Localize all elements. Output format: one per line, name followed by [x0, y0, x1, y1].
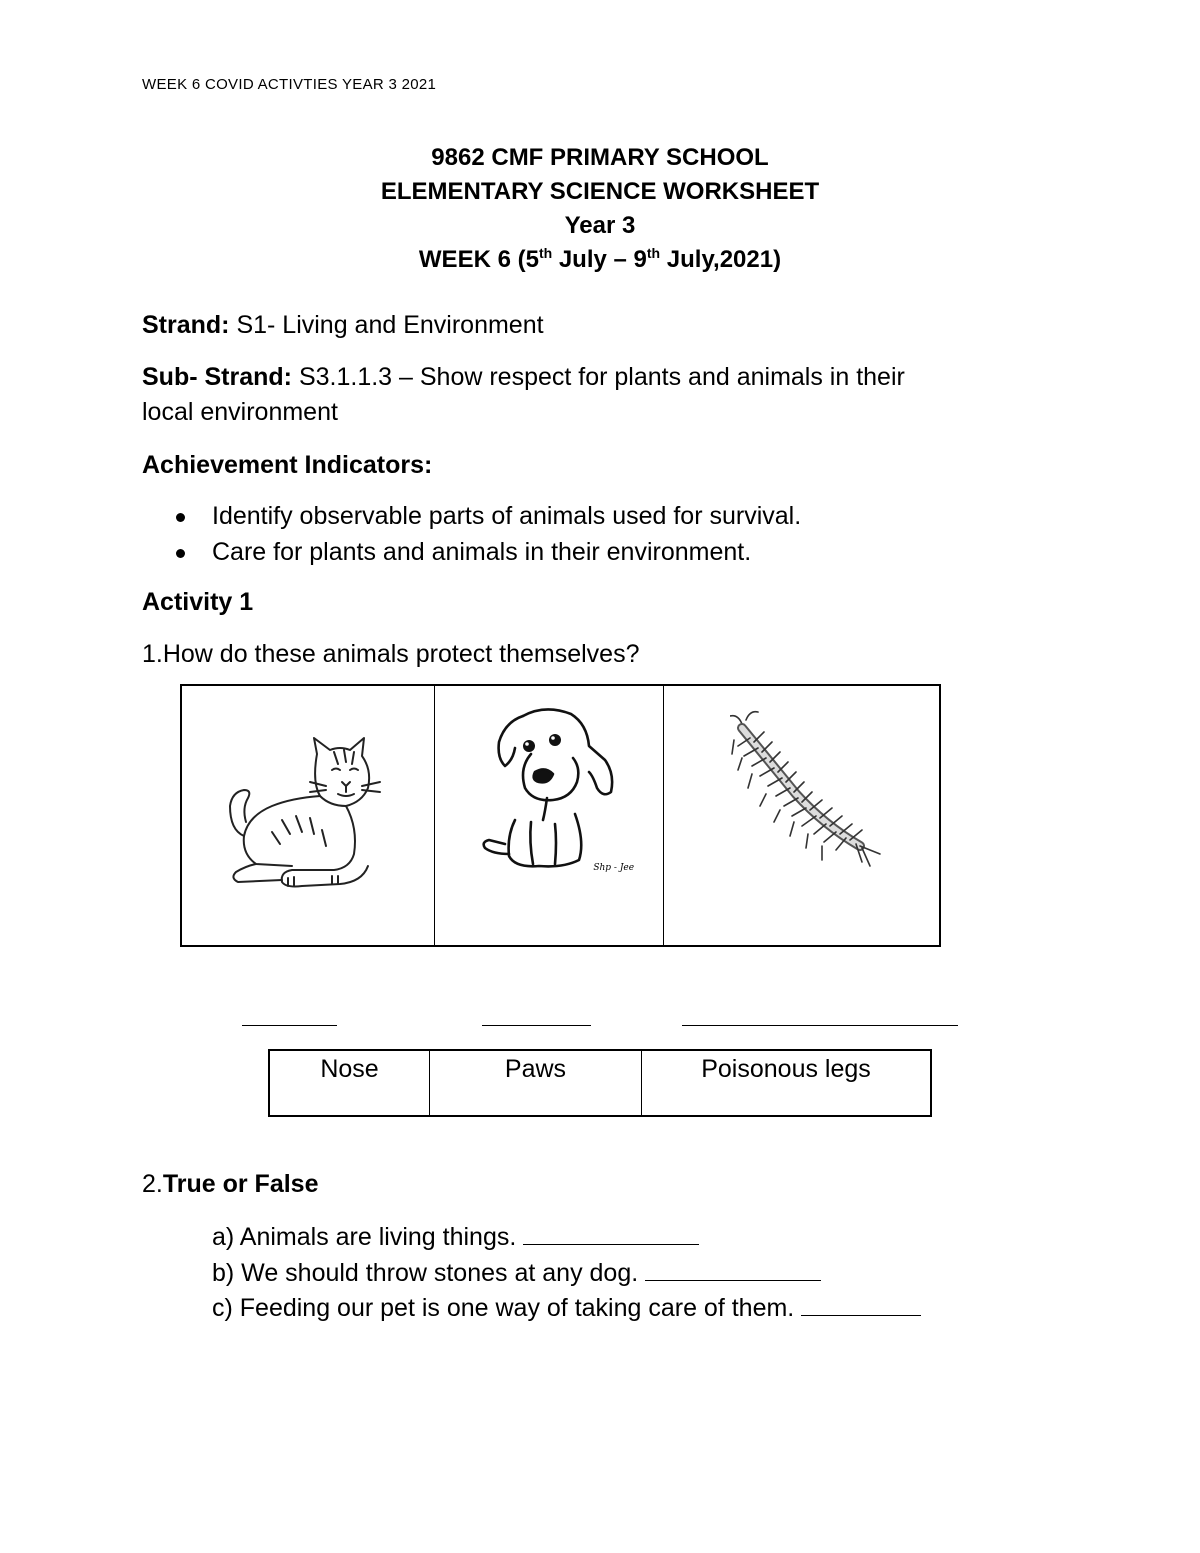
true-false-item: a) Animals are living things. [212, 1220, 921, 1256]
puppy-cell [434, 686, 662, 945]
puppy-image [475, 702, 625, 872]
word-bank-item: Nose [320, 1055, 379, 1083]
activity-title: Activity 1 [142, 588, 254, 616]
sub-strand-label: Sub- Strand: [142, 363, 292, 391]
true-false-item: c) Feeding our pet is one way of taking care of them. [212, 1291, 921, 1327]
answer-blank-cat[interactable] [242, 1025, 337, 1026]
worksheet-title [0, 141, 1200, 277]
word-bank-table [268, 1049, 932, 1117]
sub-strand-value: S3.1.1.3 – Show respect for plants and animals in their [292, 363, 905, 391]
centipede-image [730, 710, 890, 870]
strand-value: S1- Living and Environment [229, 311, 544, 339]
word-bank-item: Paws [429, 1051, 641, 1115]
true-false-list [212, 1220, 921, 1327]
answer-blank[interactable] [801, 1293, 921, 1316]
question-1: 1.How do these animals protect themselves? [142, 640, 640, 668]
achievement-item: Identify observable parts of animals used for survival. [170, 498, 801, 534]
achievement-item: Care for plants and animals in their environment. [170, 534, 801, 570]
true-false-item: b) We should throw stones at any dog. [212, 1256, 921, 1292]
week-dates: WEEK 6 (5th July – 9th July,2021) [418, 245, 782, 273]
question-2-number: 2. [142, 1170, 163, 1198]
answer-blank[interactable] [645, 1258, 821, 1281]
sub-strand [142, 360, 905, 430]
year-level: Year 3 [564, 212, 636, 239]
animal-picture-table [180, 684, 941, 947]
answer-blank-puppy[interactable] [482, 1025, 591, 1026]
cat-cell [182, 686, 434, 945]
centipede-cell [663, 686, 939, 945]
worksheet-subject: ELEMENTARY SCIENCE WORKSHEET [380, 178, 820, 205]
strand-line [142, 308, 544, 343]
question-2-title: True or False [162, 1170, 319, 1198]
word-bank-item: Poisonous legs [641, 1051, 930, 1115]
achievement-heading: Achievement Indicators: [142, 451, 433, 479]
achievement-list [170, 498, 801, 570]
cat-image [222, 736, 402, 891]
page-header: WEEK 6 COVID ACTIVTIES YEAR 3 2021 [142, 76, 437, 93]
strand-label: Strand: [142, 311, 230, 339]
school-name: 9862 CMF PRIMARY SCHOOL [431, 144, 769, 171]
illustrator-signature: Shp - Jee [593, 863, 635, 873]
question-2-heading [142, 1170, 318, 1199]
answer-blank[interactable] [523, 1222, 699, 1245]
answer-blank-centipede[interactable] [682, 1025, 958, 1026]
sub-strand-value-cont: local environment [142, 398, 338, 426]
